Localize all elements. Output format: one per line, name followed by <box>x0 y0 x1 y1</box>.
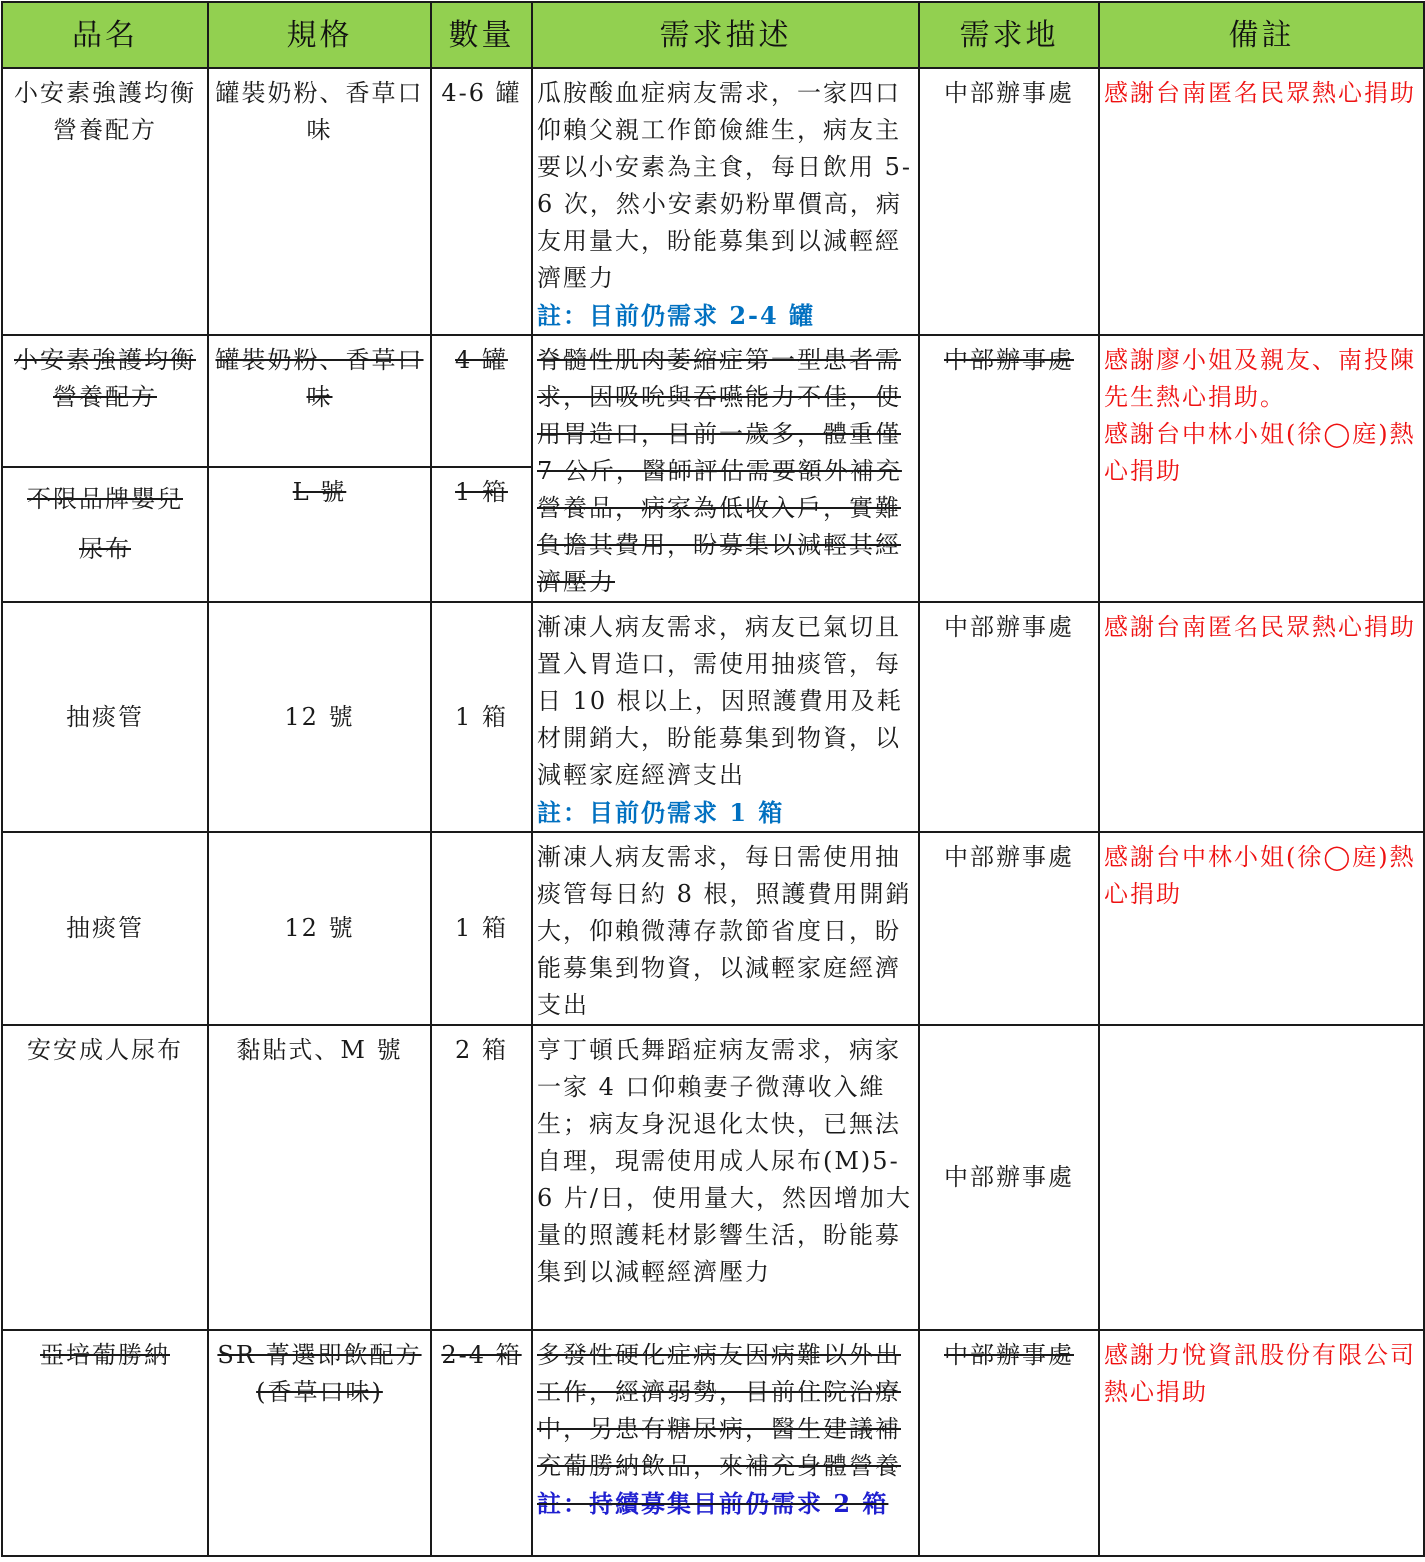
item-name: 抽痰管 <box>2 602 208 832</box>
item-remark: 感謝台南匿名民眾熱心捐助 <box>1099 602 1424 832</box>
header-desc: 需求描述 <box>532 2 919 68</box>
item-qty: 4-6 罐 <box>431 68 532 335</box>
desc-text: 瓜胺酸血症病友需求，一家四口仰賴父親工作節儉維生，病友主要以小安素為主食，每日飲用 5-6 次，然小安素奶粉單價高，病友用量大，盼能募集到以減輕經濟壓力 <box>537 79 913 292</box>
item-spec-line: (香草口味) <box>256 1378 383 1406</box>
header-qty: 數量 <box>431 2 532 68</box>
item-spec: 罐裝奶粉、香草口味 <box>208 335 431 467</box>
item-qty: 1 箱 <box>431 832 532 1025</box>
header-name: 品名 <box>2 2 208 68</box>
header-location: 需求地 <box>919 2 1099 68</box>
donation-needs-table <box>1 1 1425 1557</box>
header-row <box>2 2 1424 68</box>
item-remark <box>1099 1025 1424 1330</box>
item-qty: 1 箱 <box>431 602 532 832</box>
item-qty: 4 罐 <box>431 335 532 467</box>
item-location: 中部辦事處 <box>919 1025 1099 1330</box>
item-qty: 2-4 箱 <box>431 1330 532 1556</box>
item-location: 中部辦事處 <box>919 68 1099 335</box>
item-location: 中部辦事處 <box>919 602 1099 832</box>
item-remark: 感謝台南匿名民眾熱心捐助 <box>1099 68 1424 335</box>
item-spec: 12 號 <box>208 832 431 1025</box>
desc-note: 註：目前仍需求 1 箱 <box>537 798 785 827</box>
item-name <box>2 467 208 602</box>
remark-line: 感謝台中林小姐(徐◯庭)熱心捐助 <box>1104 420 1416 485</box>
item-spec-line: SR 菁選即飲配方 <box>217 1341 422 1369</box>
item-desc <box>532 68 919 335</box>
desc-text: 多發性硬化症病友因病難以外出工作，經濟弱勢，目前住院治療中，另患有糖尿病，醫生建議補充葡勝納飲品，來補充身體營養 <box>537 1341 901 1480</box>
item-remark: 感謝台中林小姐(徐◯庭)熱心捐助 <box>1099 832 1424 1025</box>
table-row <box>2 335 1424 467</box>
item-name: 亞培葡勝納 <box>2 1330 208 1556</box>
header-spec: 規格 <box>208 2 431 68</box>
item-remark: 感謝力悅資訊股份有限公司熱心捐助 <box>1099 1330 1424 1556</box>
item-spec: L 號 <box>208 467 431 602</box>
item-desc: 漸凍人病友需求，每日需使用抽痰管每日約 8 根，照護費用開銷大，仰賴微薄存款節省度日，盼能募集到物資，以減輕家庭經濟支出 <box>532 832 919 1025</box>
table-row <box>2 602 1424 832</box>
item-qty: 1 箱 <box>431 467 532 602</box>
item-remark <box>1099 335 1424 602</box>
table-row <box>2 1025 1424 1330</box>
desc-text: 漸凍人病友需求，病友已氣切且置入胃造口，需使用抽痰管，每日 10 根以上，因照護費用及耗材開銷大，盼能募集到物資，以減輕家庭經濟支出 <box>537 613 903 789</box>
remark-line: 感謝廖小姐及親友、南投陳先生熱心捐助。 <box>1104 346 1416 411</box>
item-name: 小安素強護均衡營養配方 <box>2 335 208 467</box>
item-location: 中部辦事處 <box>919 1330 1099 1556</box>
item-desc <box>532 1330 919 1556</box>
item-desc <box>532 602 919 832</box>
item-qty: 2 箱 <box>431 1025 532 1330</box>
item-location: 中部辦事處 <box>919 335 1099 602</box>
desc-note: 註：持續募集目前仍需求 2 箱 <box>537 1489 889 1518</box>
item-name: 抽痰管 <box>2 832 208 1025</box>
item-spec: 12 號 <box>208 602 431 832</box>
table-row <box>2 68 1424 335</box>
desc-note: 註：目前仍需求 2-4 罐 <box>537 301 816 330</box>
item-spec: 黏貼式、M 號 <box>208 1025 431 1330</box>
item-name: 小安素強護均衡營養配方 <box>2 68 208 335</box>
header-remark: 備註 <box>1099 2 1424 68</box>
item-location: 中部辦事處 <box>919 832 1099 1025</box>
item-name-line: 不限品牌嬰兒 <box>27 485 183 513</box>
item-spec: 罐裝奶粉、香草口味 <box>208 68 431 335</box>
item-desc: 脊髓性肌肉萎縮症第一型患者需求，因吸吮與吞嚥能力不佳，使用胃造口，目前一歲多，體重僅 7 公斤，醫師評估需要額外補充營養品，病家為低收入戶，實難負擔其費用，盼募集以減輕其經濟壓力 <box>532 335 919 602</box>
item-spec <box>208 1330 431 1556</box>
item-desc: 亨丁頓氏舞蹈症病友需求，病家一家 4 口仰賴妻子微薄收入維生；病友身況退化太快，已無法自理，現需使用成人尿布(M)5-6 片/日，使用量大，然因增加大量的照護耗材影響生活，盼能募集到以減輕經濟壓力 <box>532 1025 919 1330</box>
table-row <box>2 1330 1424 1556</box>
table-row <box>2 832 1424 1025</box>
item-name-line: 尿布 <box>79 535 131 563</box>
item-name: 安安成人尿布 <box>2 1025 208 1330</box>
